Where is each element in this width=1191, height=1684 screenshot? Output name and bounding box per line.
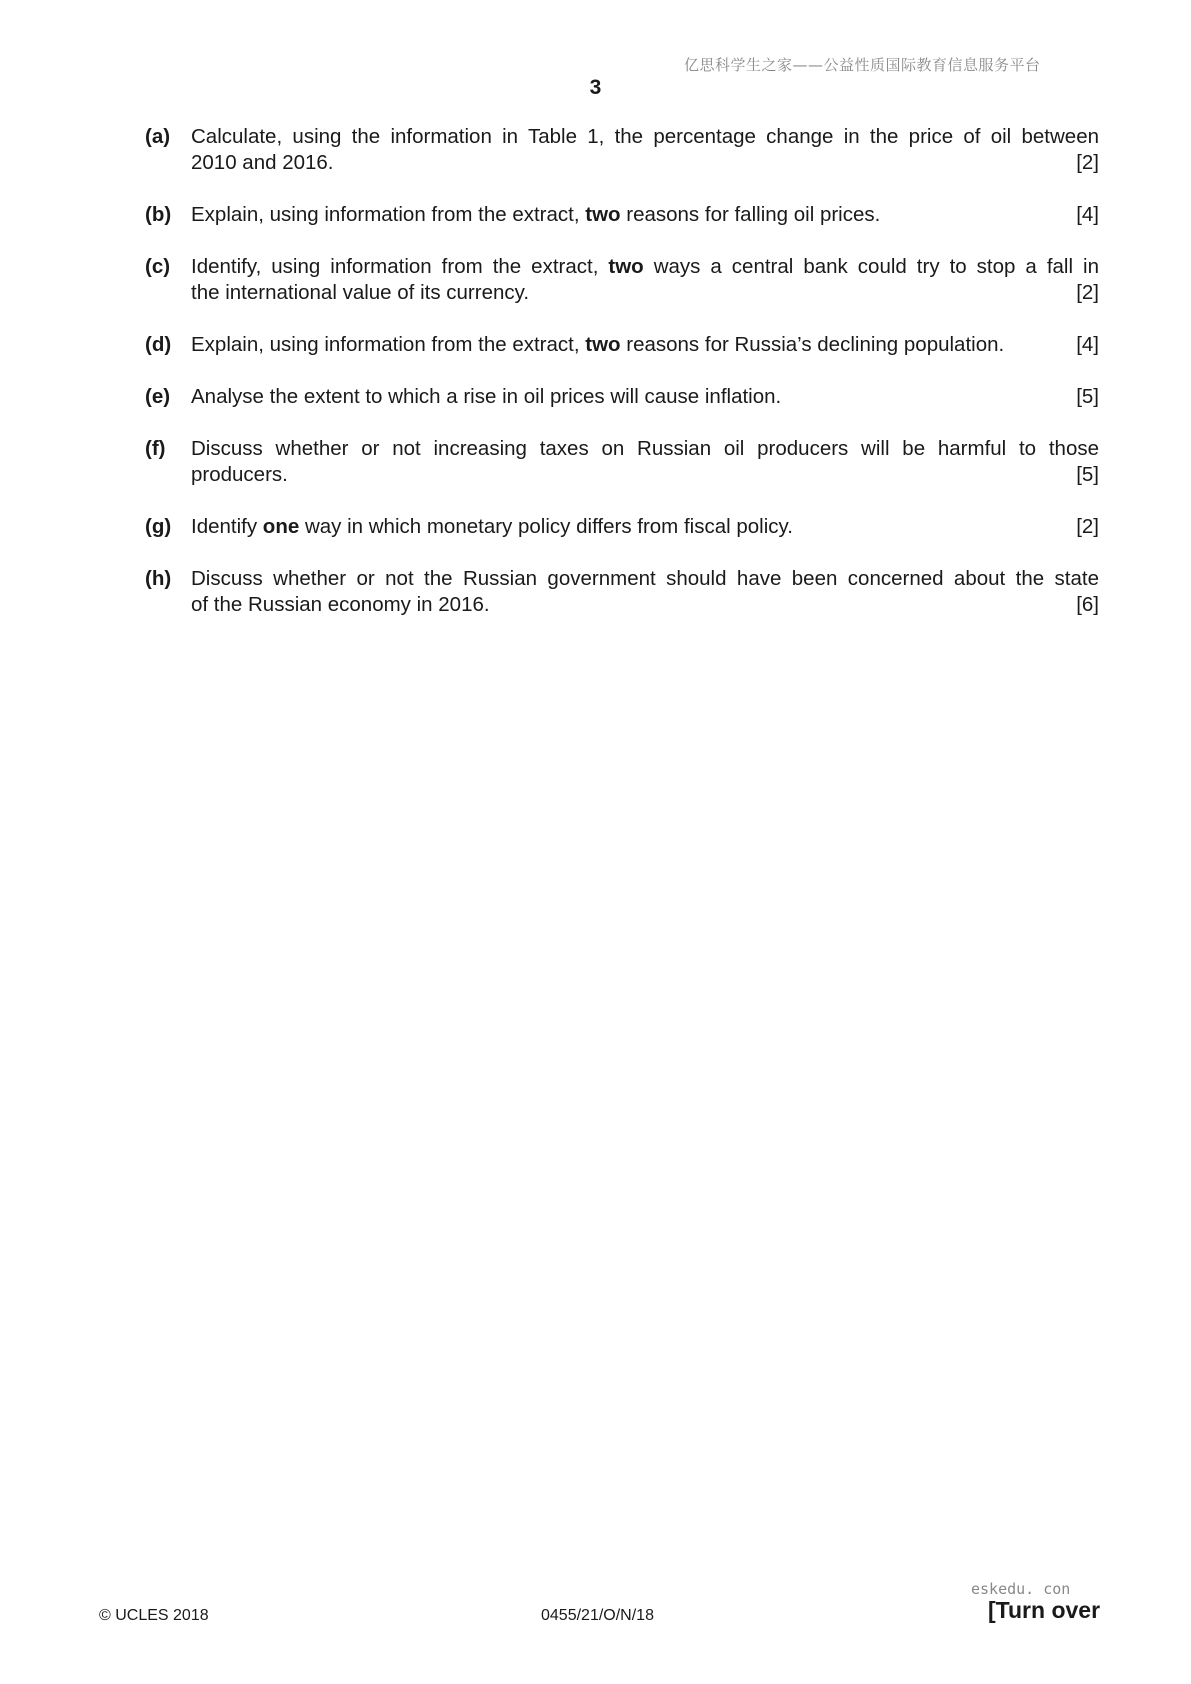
turn-over-label: [Turn over: [988, 1597, 1101, 1623]
question-marks: [2]: [1076, 281, 1099, 304]
question-label: (g): [145, 515, 172, 538]
question-text-line1: Discuss whether or not the Russian government should have been concerned about the state: [191, 567, 1099, 590]
question-body: [191, 254, 1099, 306]
question-body: [191, 202, 1099, 228]
emphasis-word: two: [585, 333, 621, 356]
question-list: [145, 124, 1099, 644]
question-text: Explain, using information from the extract, two reasons for falling oil prices.: [191, 203, 881, 226]
question-marks: [5]: [1076, 463, 1099, 486]
question-label: (h): [145, 567, 172, 590]
question-body: [191, 124, 1099, 176]
question-text-line1: Identify, using information from the extract, two ways a central bank could try to stop a fall in: [191, 255, 1099, 278]
question-text: Analyse the extent to which a rise in oil prices will cause inflation.: [191, 385, 782, 408]
question-label: (f): [145, 437, 166, 460]
question-g: [145, 514, 1099, 540]
emphasis-word: two: [585, 203, 621, 226]
question-h: [145, 566, 1099, 618]
footer-paper-code: 0455/21/O/N/18: [541, 1607, 654, 1624]
question-marks: [4]: [1076, 333, 1099, 356]
question-c: [145, 254, 1099, 306]
question-e: [145, 384, 1099, 410]
emphasis-word: one: [262, 515, 300, 538]
question-marks: [4]: [1076, 203, 1099, 226]
watermark-text: 亿思科学生之家——公益性质国际教育信息服务平台: [684, 56, 1041, 74]
question-text-line1: Calculate, using the information in Table 1, the percentage change in the price of oil between: [191, 125, 1099, 148]
question-label: (a): [145, 125, 171, 148]
question-marks: [6]: [1076, 593, 1099, 616]
question-label: (c): [145, 255, 171, 278]
question-text-line2: the international value of its currency.: [191, 281, 530, 304]
question-d: [145, 332, 1099, 358]
question-f: [145, 436, 1099, 488]
question-text-line2: 2010 and 2016.: [191, 151, 334, 174]
page-number: 3: [589, 76, 602, 99]
question-body: [191, 566, 1099, 618]
question-text-line2: producers.: [191, 463, 288, 486]
question-body: [191, 436, 1099, 488]
question-text-line1: Discuss whether or not increasing taxes on Russian oil producers will be harmful to those: [191, 437, 1099, 460]
emphasis-word: two: [608, 255, 644, 278]
question-b: [145, 202, 1099, 228]
question-label: (e): [145, 385, 171, 408]
question-text-line2: of the Russian economy in 2016.: [191, 593, 490, 616]
footer-site-watermark: eskedu. con: [971, 1580, 1071, 1598]
question-body: [191, 384, 1099, 410]
question-body: [191, 332, 1099, 358]
question-marks: [2]: [1076, 151, 1099, 174]
question-label: (b): [145, 203, 172, 226]
question-a: [145, 124, 1099, 176]
question-text: Identify one way in which monetary policy differs from fiscal policy.: [191, 515, 793, 538]
question-body: [191, 514, 1099, 540]
question-label: (d): [145, 333, 172, 356]
footer-copyright: © UCLES 2018: [99, 1607, 209, 1624]
question-text: Explain, using information from the extract, two reasons for Russia’s declining population.: [191, 333, 1005, 356]
question-marks: [2]: [1076, 515, 1099, 538]
question-marks: [5]: [1076, 385, 1099, 408]
